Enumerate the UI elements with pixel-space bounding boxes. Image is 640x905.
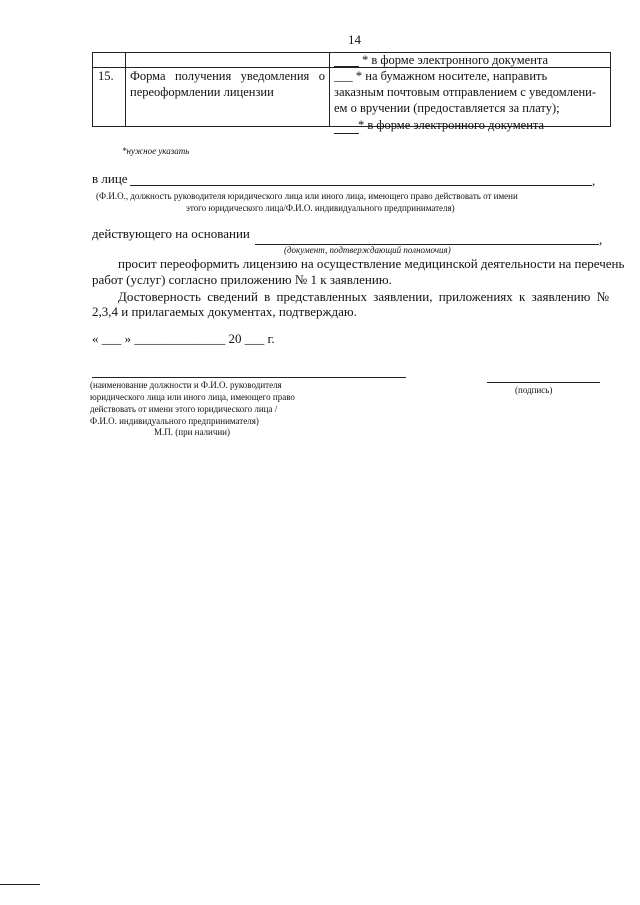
- request-line2: работ (услуг) согласно приложению № 1 к заявлению.: [92, 272, 392, 287]
- prev-row-option: * в форме электронного документа: [362, 53, 549, 67]
- option-paper-line3: ем о вручении (предоставляется за плату);: [334, 101, 560, 115]
- request-line1: просит переоформить лицензию на осуществление медицинской деятельности на перечень: [118, 256, 625, 271]
- date-line[interactable]: « ___ » ______________ 20 ___ г.: [92, 331, 275, 346]
- page-number: 14: [348, 32, 361, 47]
- stamp-caption: М.П. (при наличии): [154, 427, 230, 437]
- page-edge-mark: [0, 884, 40, 885]
- blank-mark-electronic: [334, 133, 359, 134]
- row-number: 15.: [98, 69, 114, 83]
- in-person-caption-line1: (Ф.И.О., должность руководителя юридического лица или иного лица, имеющего право действовать от имени: [96, 191, 518, 201]
- signature-caption: (подпись): [515, 385, 553, 395]
- row-label-line2: переоформлении лицензии: [130, 85, 274, 99]
- table-divider-number: [125, 52, 126, 127]
- confirm-line1: Достоверность сведений в представленных заявлении, приложениях к заявлению №: [118, 289, 609, 304]
- signature-field[interactable]: [487, 382, 600, 383]
- position-caption-line1: (наименование должности и Ф.И.О. руководителя: [90, 380, 282, 390]
- position-caption: [90, 379, 295, 427]
- acting-basis-comma: ,: [599, 232, 603, 247]
- option-paper-line2: заказным почтовым отправлением с уведомлени-: [334, 85, 597, 99]
- in-person-label: в лице: [92, 171, 128, 186]
- position-caption-line4: Ф.И.О. индивидуального предпринимателя): [90, 416, 259, 426]
- acting-basis-label: действующего на основании: [92, 226, 250, 241]
- table-divider-value: [329, 52, 330, 127]
- position-field[interactable]: [92, 377, 406, 378]
- position-caption-line3: действовать от имени этого юридического лица /: [90, 404, 278, 414]
- option-electronic: * в форме электронного документа: [358, 118, 545, 132]
- footnote: *нужное указать: [122, 146, 190, 156]
- blank-mark-prev: [334, 66, 359, 67]
- in-person-comma: ,: [592, 173, 596, 188]
- acting-basis-caption: (документ, подтверждающий полномочия): [284, 245, 451, 255]
- position-caption-line2: юридического лица или иного лица, имеющего право: [90, 392, 295, 402]
- option-paper-line1: ___ * на бумажном носителе, направить: [334, 69, 548, 83]
- in-person-caption-line2: этого юридического лица/Ф.И.О. индивидуального предпринимателя): [186, 203, 455, 213]
- confirm-line2: 2,3,4 и прилагаемых документах, подтверждаю.: [92, 304, 357, 319]
- in-person-field[interactable]: [130, 185, 592, 186]
- row-label-line1: Форма получения уведомления о: [130, 69, 325, 83]
